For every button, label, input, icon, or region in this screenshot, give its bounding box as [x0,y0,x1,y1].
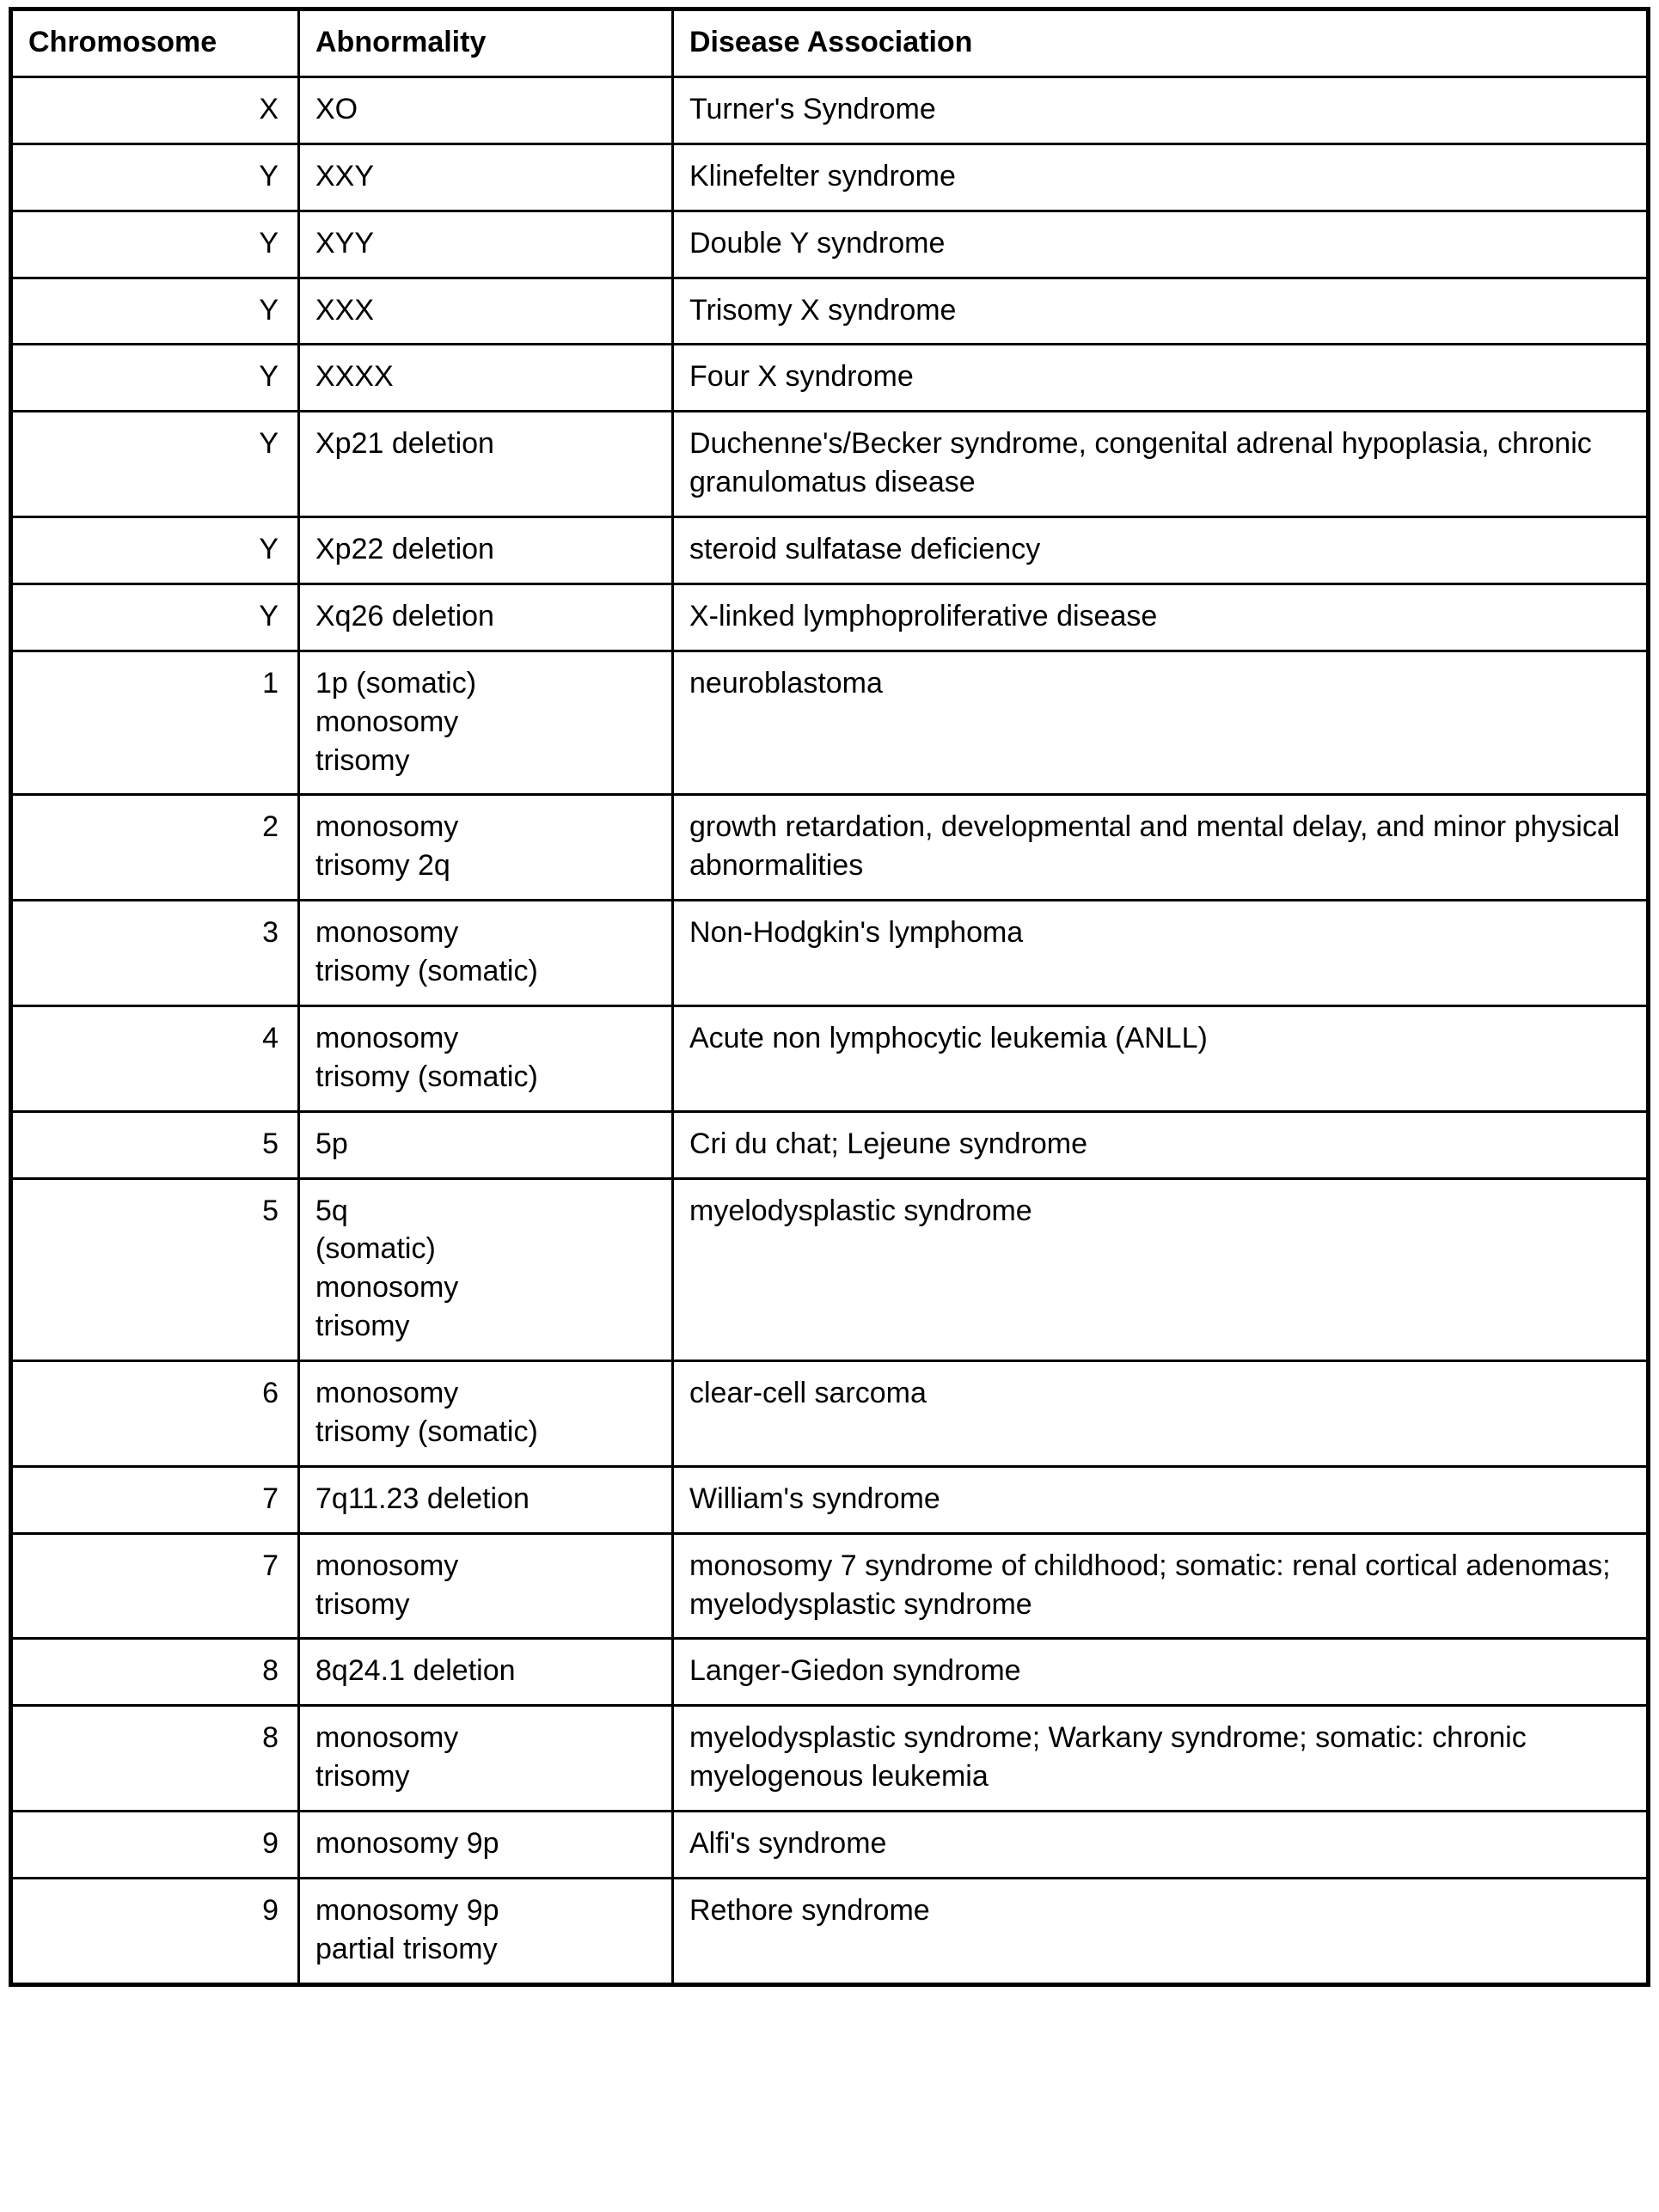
chromosome-cell: 5 [11,1111,299,1178]
abnormality-cell: 5q (somatic) monosomy trisomy [299,1178,673,1361]
table-row [11,651,1649,795]
table-row [11,1812,1649,1879]
disease-association-cell: William's syndrome [673,1466,1649,1533]
table-row [11,278,1649,345]
chromosome-cell: Y [11,517,299,584]
table-row [11,901,1649,1006]
abnormality-cell: XO [299,76,673,144]
chromosome-cell: 3 [11,901,299,1006]
table-row [11,76,1649,144]
disease-association-cell: myelodysplastic syndrome; Warkany syndrome; somatic: chronic myelogenous leukemia [673,1706,1649,1812]
disease-association-cell: Turner's Syndrome [673,76,1649,144]
chromosome-cell: 6 [11,1361,299,1467]
abnormality-cell: XXXX [299,345,673,412]
abnormality-cell: 5p [299,1111,673,1178]
table-row [11,584,1649,651]
abnormality-cell: 1p (somatic) monosomy trisomy [299,651,673,795]
abnormality-cell: XXX [299,278,673,345]
table-row [11,1361,1649,1467]
disease-association-cell: Langer-Giedon syndrome [673,1639,1649,1706]
table-row [11,412,1649,517]
chromosome-cell: Y [11,345,299,412]
disease-association-cell: Non-Hodgkin's lymphoma [673,901,1649,1006]
table-row [11,345,1649,412]
disease-association-cell: Alfi's syndrome [673,1812,1649,1879]
chromosome-cell: 8 [11,1639,299,1706]
chromosome-cell: Y [11,144,299,211]
abnormality-cell: Xp21 deletion [299,412,673,517]
disease-association-cell: Four X syndrome [673,345,1649,412]
abnormality-cell: monosomy 9p partial trisomy [299,1878,673,1984]
column-header-chromosome: Chromosome [11,9,299,77]
disease-association-cell: steroid sulfatase deficiency [673,517,1649,584]
chromosome-cell: 9 [11,1812,299,1879]
disease-association-cell: Cri du chat; Lejeune syndrome [673,1111,1649,1178]
table-header-row [11,9,1649,77]
abnormality-cell: Xq26 deletion [299,584,673,651]
table-row [11,1878,1649,1984]
abnormality-cell: Xp22 deletion [299,517,673,584]
chromosome-cell: 2 [11,795,299,901]
abnormality-cell: monosomy trisomy (somatic) [299,1361,673,1467]
chromosome-cell: 7 [11,1466,299,1533]
abnormality-cell: monosomy 9p [299,1812,673,1879]
table-row [11,795,1649,901]
disease-association-cell: clear-cell sarcoma [673,1361,1649,1467]
abnormality-cell: 7q11.23 deletion [299,1466,673,1533]
disease-association-cell: Double Y syndrome [673,211,1649,278]
chromosome-cell: 4 [11,1005,299,1111]
disease-association-cell: Rethore syndrome [673,1878,1649,1984]
abnormality-cell: monosomy trisomy 2q [299,795,673,901]
abnormality-cell: 8q24.1 deletion [299,1639,673,1706]
disease-association-cell: Trisomy X syndrome [673,278,1649,345]
table-row [11,517,1649,584]
table-row [11,1639,1649,1706]
table-body [11,76,1649,1984]
abnormality-cell: monosomy trisomy [299,1533,673,1639]
disease-association-cell: X-linked lymphoproliferative disease [673,584,1649,651]
disease-association-cell: myelodysplastic syndrome [673,1178,1649,1361]
chromosome-cell: Y [11,412,299,517]
table-row [11,1706,1649,1812]
abnormality-cell: monosomy trisomy (somatic) [299,901,673,1006]
abnormality-cell: XXY [299,144,673,211]
chromosome-cell: 7 [11,1533,299,1639]
table-row [11,1533,1649,1639]
disease-association-cell: Duchenne's/Becker syndrome, congenital adrenal hypoplasia, chronic granulomatus disease [673,412,1649,517]
disease-association-cell: growth retardation, developmental and mental delay, and minor physical abnormalities [673,795,1649,901]
chromosome-cell: X [11,76,299,144]
table-row [11,1466,1649,1533]
chromosome-abnormality-table [9,7,1650,1987]
chromosome-cell: Y [11,584,299,651]
table-row [11,1178,1649,1361]
disease-association-cell: neuroblastoma [673,651,1649,795]
column-header-disease-association: Disease Association [673,9,1649,77]
chromosome-cell: Y [11,211,299,278]
column-header-abnormality: Abnormality [299,9,673,77]
disease-association-cell: Klinefelter syndrome [673,144,1649,211]
table-row [11,1111,1649,1178]
table-row [11,1005,1649,1111]
abnormality-cell: XYY [299,211,673,278]
chromosome-cell: Y [11,278,299,345]
table-row [11,144,1649,211]
chromosome-cell: 5 [11,1178,299,1361]
chromosome-cell: 9 [11,1878,299,1984]
disease-association-cell: monosomy 7 syndrome of childhood; somatic: renal cortical adenomas; myelodysplastic syndrome [673,1533,1649,1639]
abnormality-cell: monosomy trisomy (somatic) [299,1005,673,1111]
chromosome-cell: 1 [11,651,299,795]
table-row [11,211,1649,278]
disease-association-cell: Acute non lymphocytic leukemia (ANLL) [673,1005,1649,1111]
abnormality-cell: monosomy trisomy [299,1706,673,1812]
chromosome-cell: 8 [11,1706,299,1812]
